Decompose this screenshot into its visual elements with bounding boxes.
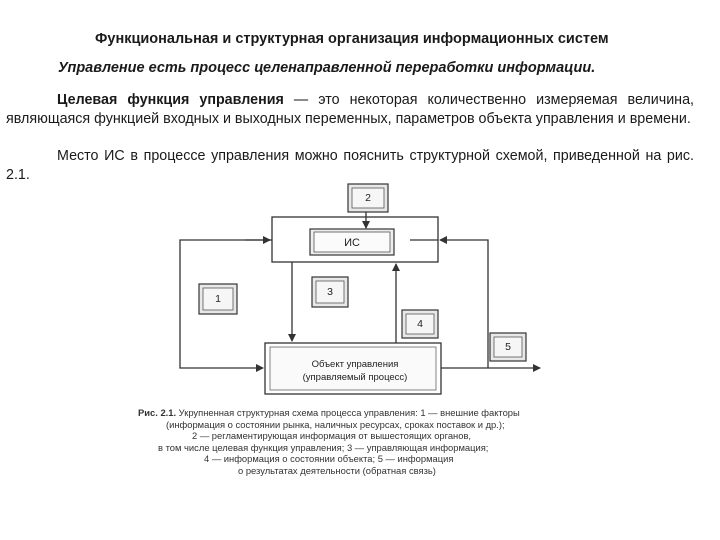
label-box-5: 5 (505, 341, 511, 353)
figure-caption (118, 407, 558, 476)
label-object-line1: Объект управления (311, 359, 399, 370)
arrow-5-feedback (440, 240, 488, 368)
term-target-function: Целевая функция управления (57, 92, 284, 108)
label-box-2: 2 (365, 192, 371, 204)
label-box-1: 1 (215, 293, 221, 305)
label-box-is: ИС (344, 237, 360, 249)
caption-line-2: (информация о состоянии рынка, наличных ресурсах, сроках поставок и др.); (166, 418, 505, 430)
label-box-3: 3 (327, 286, 333, 298)
caption-line-6: о результатах деятельности (обратная связь) (238, 464, 436, 476)
label-box-4: 4 (417, 318, 423, 330)
caption-figure-number: Рис. 2.1. (138, 407, 177, 418)
definition-text: Управление есть процесс целенаправленной переработки информации. (58, 60, 596, 76)
page-title: Функциональная и структурная организация информационных систем (95, 31, 609, 47)
paragraph-is-place-text: Место ИС в процессе управления можно пояснить структурной схемой, приведенной на рис. 2.1. (6, 148, 694, 183)
caption-line-5: 4 — информация о состоянии объекта; 5 — информация (204, 453, 454, 464)
label-object-line2: (управляемый процесс) (302, 372, 408, 383)
caption-line-4: в том числе целевая функция управления; 3 — управляющая информация; (158, 441, 489, 453)
paragraph-target-function-text: — это некоторая количественно измеряемая величина, являющаяся функцией входных и выходных переменных, параметров объекта управления и времени. (6, 92, 695, 127)
caption-line-3: 2 — регламентирующая информация от вышестоящих органов, (192, 430, 472, 441)
caption-line-1 (118, 407, 558, 419)
caption-line-1-text: Укрупненная структурная схема процесса управления: 1 — внешние факторы (176, 407, 520, 418)
